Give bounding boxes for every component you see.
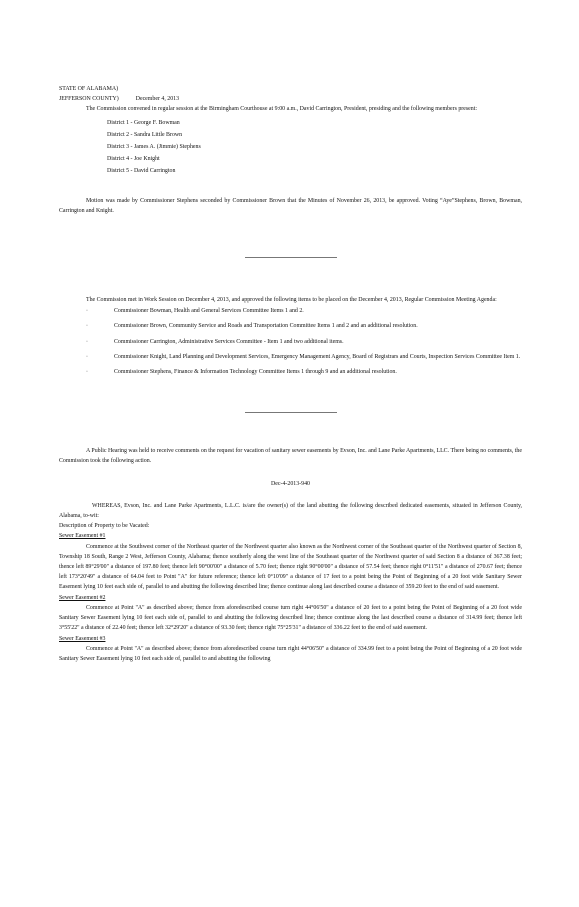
convened-paragraph: The Commission convened in regular session at the Birmingham Courthouse at 9:00 a.m., David Carrington, President, presiding and the following members present: <box>86 106 478 113</box>
work-session-intro: The Commission met in Work Session on December 4, 2013, and approved the following items to be placed on the December 4, 2013, Regular Commission Meeting Agenda: <box>86 297 497 304</box>
agenda-item-text: Commissioner Bowman, Health and General Services Committee Items 1 and 2. <box>114 308 304 315</box>
easement-description: Commence at Point "A" as described above; thence from aforedescribed course turn right 44°06'50" a distance of 20 feet to a point being the Point of Beginning of a 20 foot wide Sanitary Sewer Easement lying 10 feet each side of, parallel to and abutting the following described line; thence continue along the last described course a distance of 314.99 feet; thence left 3°55'22" a distance of 22.40 feet; thence left 32°29'20" a distance of 93.30 feet; thence right 75°25'31" a distance of 336.22 feet to the end of said easement. <box>59 604 522 632</box>
bullet-icon: · <box>86 338 88 345</box>
agenda-items-list <box>59 306 522 377</box>
description-heading: Description of Property to be Vacated: <box>59 523 150 530</box>
bullet-icon: · <box>86 353 88 360</box>
agenda-item-text: Commissioner Stephens, Finance & Information Technology Committee Items 1 through 9 and an additional resolution. <box>114 369 397 376</box>
member-item: District 2 - Sandra Little Brown <box>107 131 183 138</box>
agenda-item <box>59 321 522 331</box>
easement-description: Commence at Point "A" as described above; thence from aforedescribed course turn right 44°06'50" a distance of 334.99 feet to a point being the Point of Beginning of a 20 foot wide Sanitary Sewer Easement lying 10 feet each side of, parallel to and abutting the following <box>59 645 522 662</box>
state-heading: STATE OF ALABAMA) <box>59 86 119 92</box>
county-heading: JEFFERSON COUNTY) <box>59 96 119 103</box>
easement-title: Sewer Easement #1 <box>59 533 106 540</box>
member-item: District 1 - George F. Bowman <box>107 119 180 126</box>
member-item: District 5 - David Carrington <box>107 168 176 175</box>
public-hearing-paragraph: A Public Hearing was held to receive comments on the request for vacation of sanitary sewer easements by Evson, Inc. and Lane Parke Apartments, LLC. There being no comments, the Commission took the following action. <box>59 448 522 465</box>
minutes-page <box>59 84 522 664</box>
meeting-date: December 4, 2013 <box>135 96 180 103</box>
member-item: District 3 - James A. (Jimmie) Stephens <box>107 144 201 151</box>
member-item: District 4 - Joe Knight <box>107 156 160 163</box>
agenda-item-text: Commissioner Carrington, Administrative Services Committee - Item 1 and two additional items. <box>114 338 344 345</box>
easement-title: Sewer Easement #2 <box>59 594 106 601</box>
bullet-icon: · <box>86 369 88 376</box>
agenda-item-text: Commissioner Brown, Community Service and Roads and Transportation Committee Items 1 and 2 and an additional resolution. <box>114 323 418 330</box>
members-list <box>59 117 522 178</box>
agenda-item <box>59 352 522 362</box>
agenda-item-text: Commissioner Knight, Land Planning and Development Services, Emergency Management Agency, Board of Registrars and Courts, Inspection Services Committee Item 1. <box>114 353 521 360</box>
county-date-line <box>59 94 522 104</box>
resolution-number: Dec-4-2013-940 <box>271 480 310 487</box>
agenda-item <box>59 337 522 347</box>
easement-description: Commence at the Southwest corner of the Northeast quarter of the Northwest quarter also known as the Northwest corner of the Southeast quarter of the Northwest quarter of Section 8, Township 18 South, Range 2 West, Jefferson County, Alabama; thence southerly along the west line of the Southeast quarter of the Northwest quarter of said Section 8 a distance of 367.38 feet; thence left 89°29'00" a distance of 197.80 feet; thence left 90°00'00" a distance of 5.70 feet; thence right 90°00'00" a distance of 57.54 feet; thence right 0°11'51" a distance of 270.67 feet; thence left 173°20'49" a distance of 64.04 feet to Point "A" for future reference; thence left 0°10'09" a distance of 17 feet to a point being the Point of Beginning of a 20 foot wide Sanitary Sewer Easement lying 10 feet each side of, parallel to and abutting the following described line; thence continue along last described course a distance of 359.20 feet to the end of said easement. <box>59 543 522 591</box>
minutes-motion-paragraph: Motion was made by Commissioner Stephens seconded by Commissioner Brown that the Minutes of November 26, 2013, be approved. Voting “Aye”Stephens, Brown, Bowman, Carrington and Knight. <box>59 197 522 214</box>
easement-title: Sewer Easement #3 <box>59 635 106 642</box>
agenda-item <box>59 367 522 377</box>
bullet-icon: · <box>86 323 88 330</box>
agenda-item <box>59 306 522 316</box>
bullet-icon: · <box>86 308 88 315</box>
whereas-paragraph: WHEREAS, Evson, Inc. and Lane Parke Apartments, L.L.C. is/are the owner(s) of the land abutting the following described dedicated easements, situated in Jefferson County, Alabama, to-wit: <box>59 502 522 520</box>
